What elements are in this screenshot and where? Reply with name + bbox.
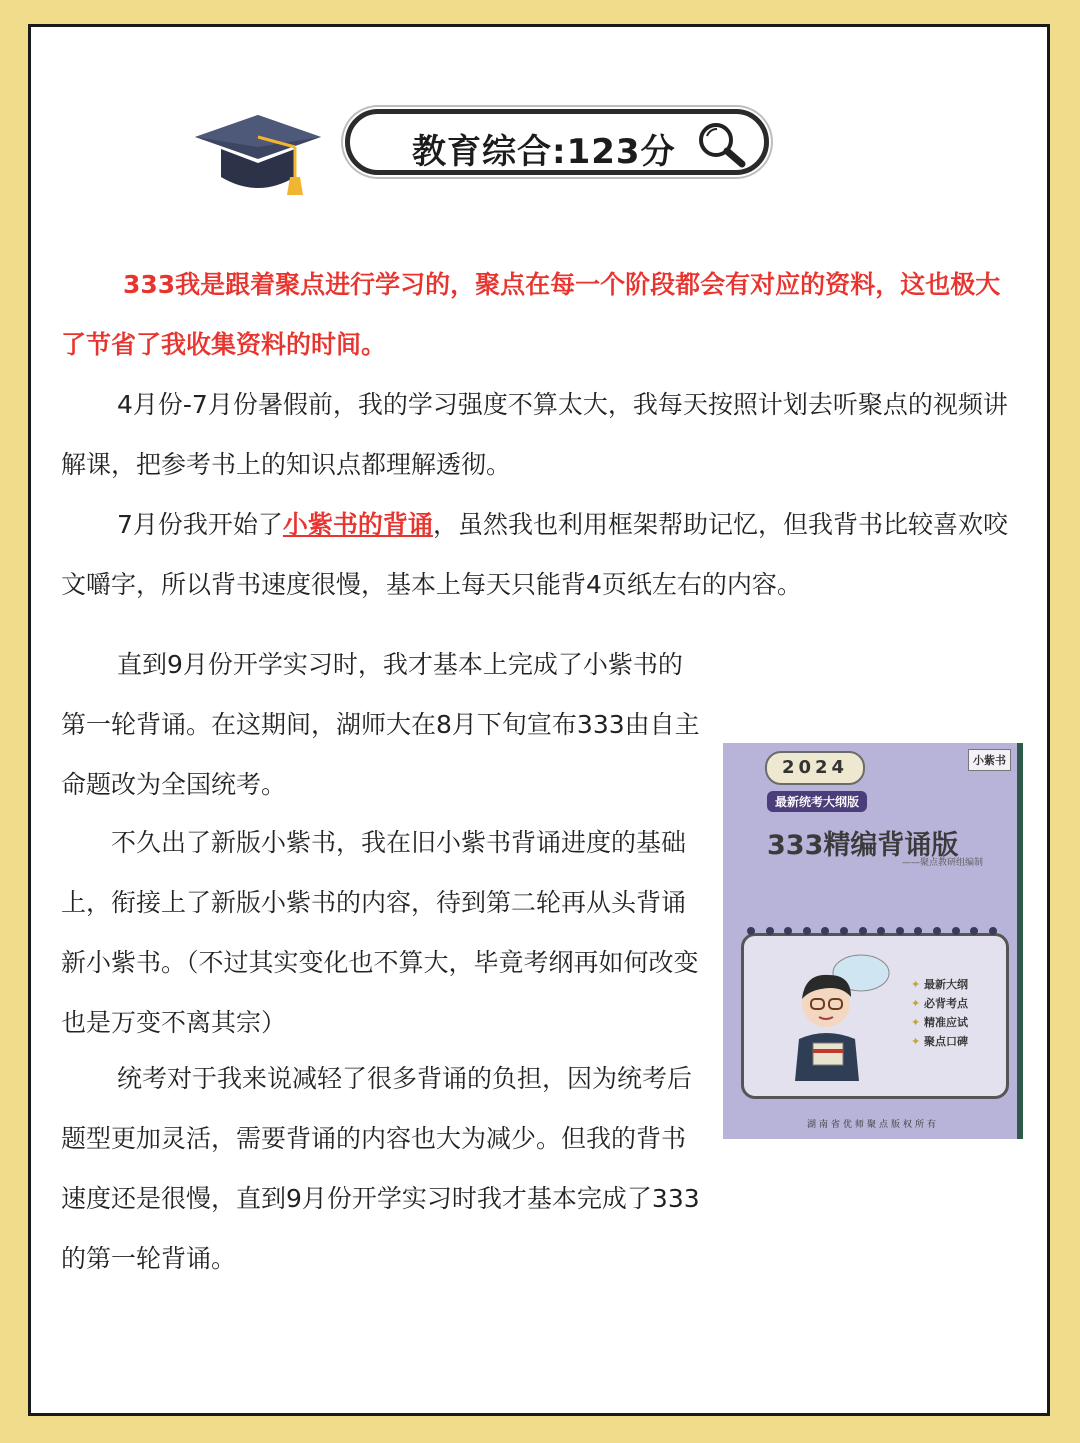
- feature-item: ✦ 精准应试: [911, 1013, 968, 1032]
- book-binding-dots: [747, 927, 997, 939]
- book-title: 333精编背诵版: [767, 830, 959, 861]
- graduation-cap-icon: [191, 107, 325, 199]
- book-subtitle-tag: 最新统考大纲版: [767, 791, 867, 812]
- book-series: 小紫书: [968, 749, 1011, 771]
- book-title-sub: ——聚点教研组编制: [901, 858, 983, 868]
- intro-paragraph: 333我是跟着聚点进行学习的，聚点在每一个阶段都会有对应的资料，这也极大了节省了我收集资料的时间。: [61, 270, 1001, 359]
- title-pill: [345, 109, 769, 175]
- page-title: 教育综合:123分: [412, 132, 676, 172]
- feature-item: ✦ 最新大纲: [911, 975, 968, 994]
- feature-item: ✦ 聚点口碑: [911, 1032, 968, 1051]
- paragraph-text: ，虽然我也利用框架帮助记忆，但我背书比较喜欢咬文嚼字，所以背书速度很慢，基本上每天只能背4页纸左右的内容。: [61, 510, 1008, 599]
- paragraph-first-round: 直到9月份开学实习时，我才基本上完成了小紫书的第一轮背诵。在这期间，湖师大在8月下旬宣布333由自主命题改为全国统考。: [61, 650, 700, 799]
- feature-item: ✦ 必背考点: [911, 994, 968, 1013]
- paragraph-memorization: [61, 495, 1025, 615]
- content-card: [28, 24, 1050, 1416]
- book-year: 2024: [765, 751, 865, 785]
- paragraph-unified-exam: 统考对于我来说减轻了很多背诵的负担，因为统考后题型更加灵活，需要背诵的内容也大为减少。但我的背书速度还是很慢，直到9月份开学实习时我才基本完成了333的第一轮背诵。: [61, 1064, 700, 1273]
- highlight-text: 小紫书的背诵: [282, 510, 433, 539]
- teacher-illustration-icon: [781, 951, 891, 1081]
- book-photo: [723, 743, 1023, 1139]
- book-spine: [1017, 743, 1023, 1139]
- book-footer: 湖南省优师聚点版权所有: [806, 1120, 939, 1130]
- paragraph-new-edition: 不久出了新版小紫书，我在旧小紫书背诵进度的基础上，衔接上了新版小紫书的内容，待到第二轮再从头背诵新小紫书。（不过其实变化也不算大，毕竟考纲再如何改变也是万变不离其宗）: [61, 828, 699, 1037]
- book-features: [911, 975, 968, 1051]
- magnifier-icon: [694, 120, 748, 168]
- header: [31, 27, 1047, 227]
- paragraph-text: 7月份我开始了: [117, 510, 283, 539]
- paragraph-schedule: 4月份-7月份暑假前，我的学习强度不算太大，我每天按照计划去听聚点的视频讲解课，把参考书上的知识点都理解透彻。: [61, 390, 1008, 479]
